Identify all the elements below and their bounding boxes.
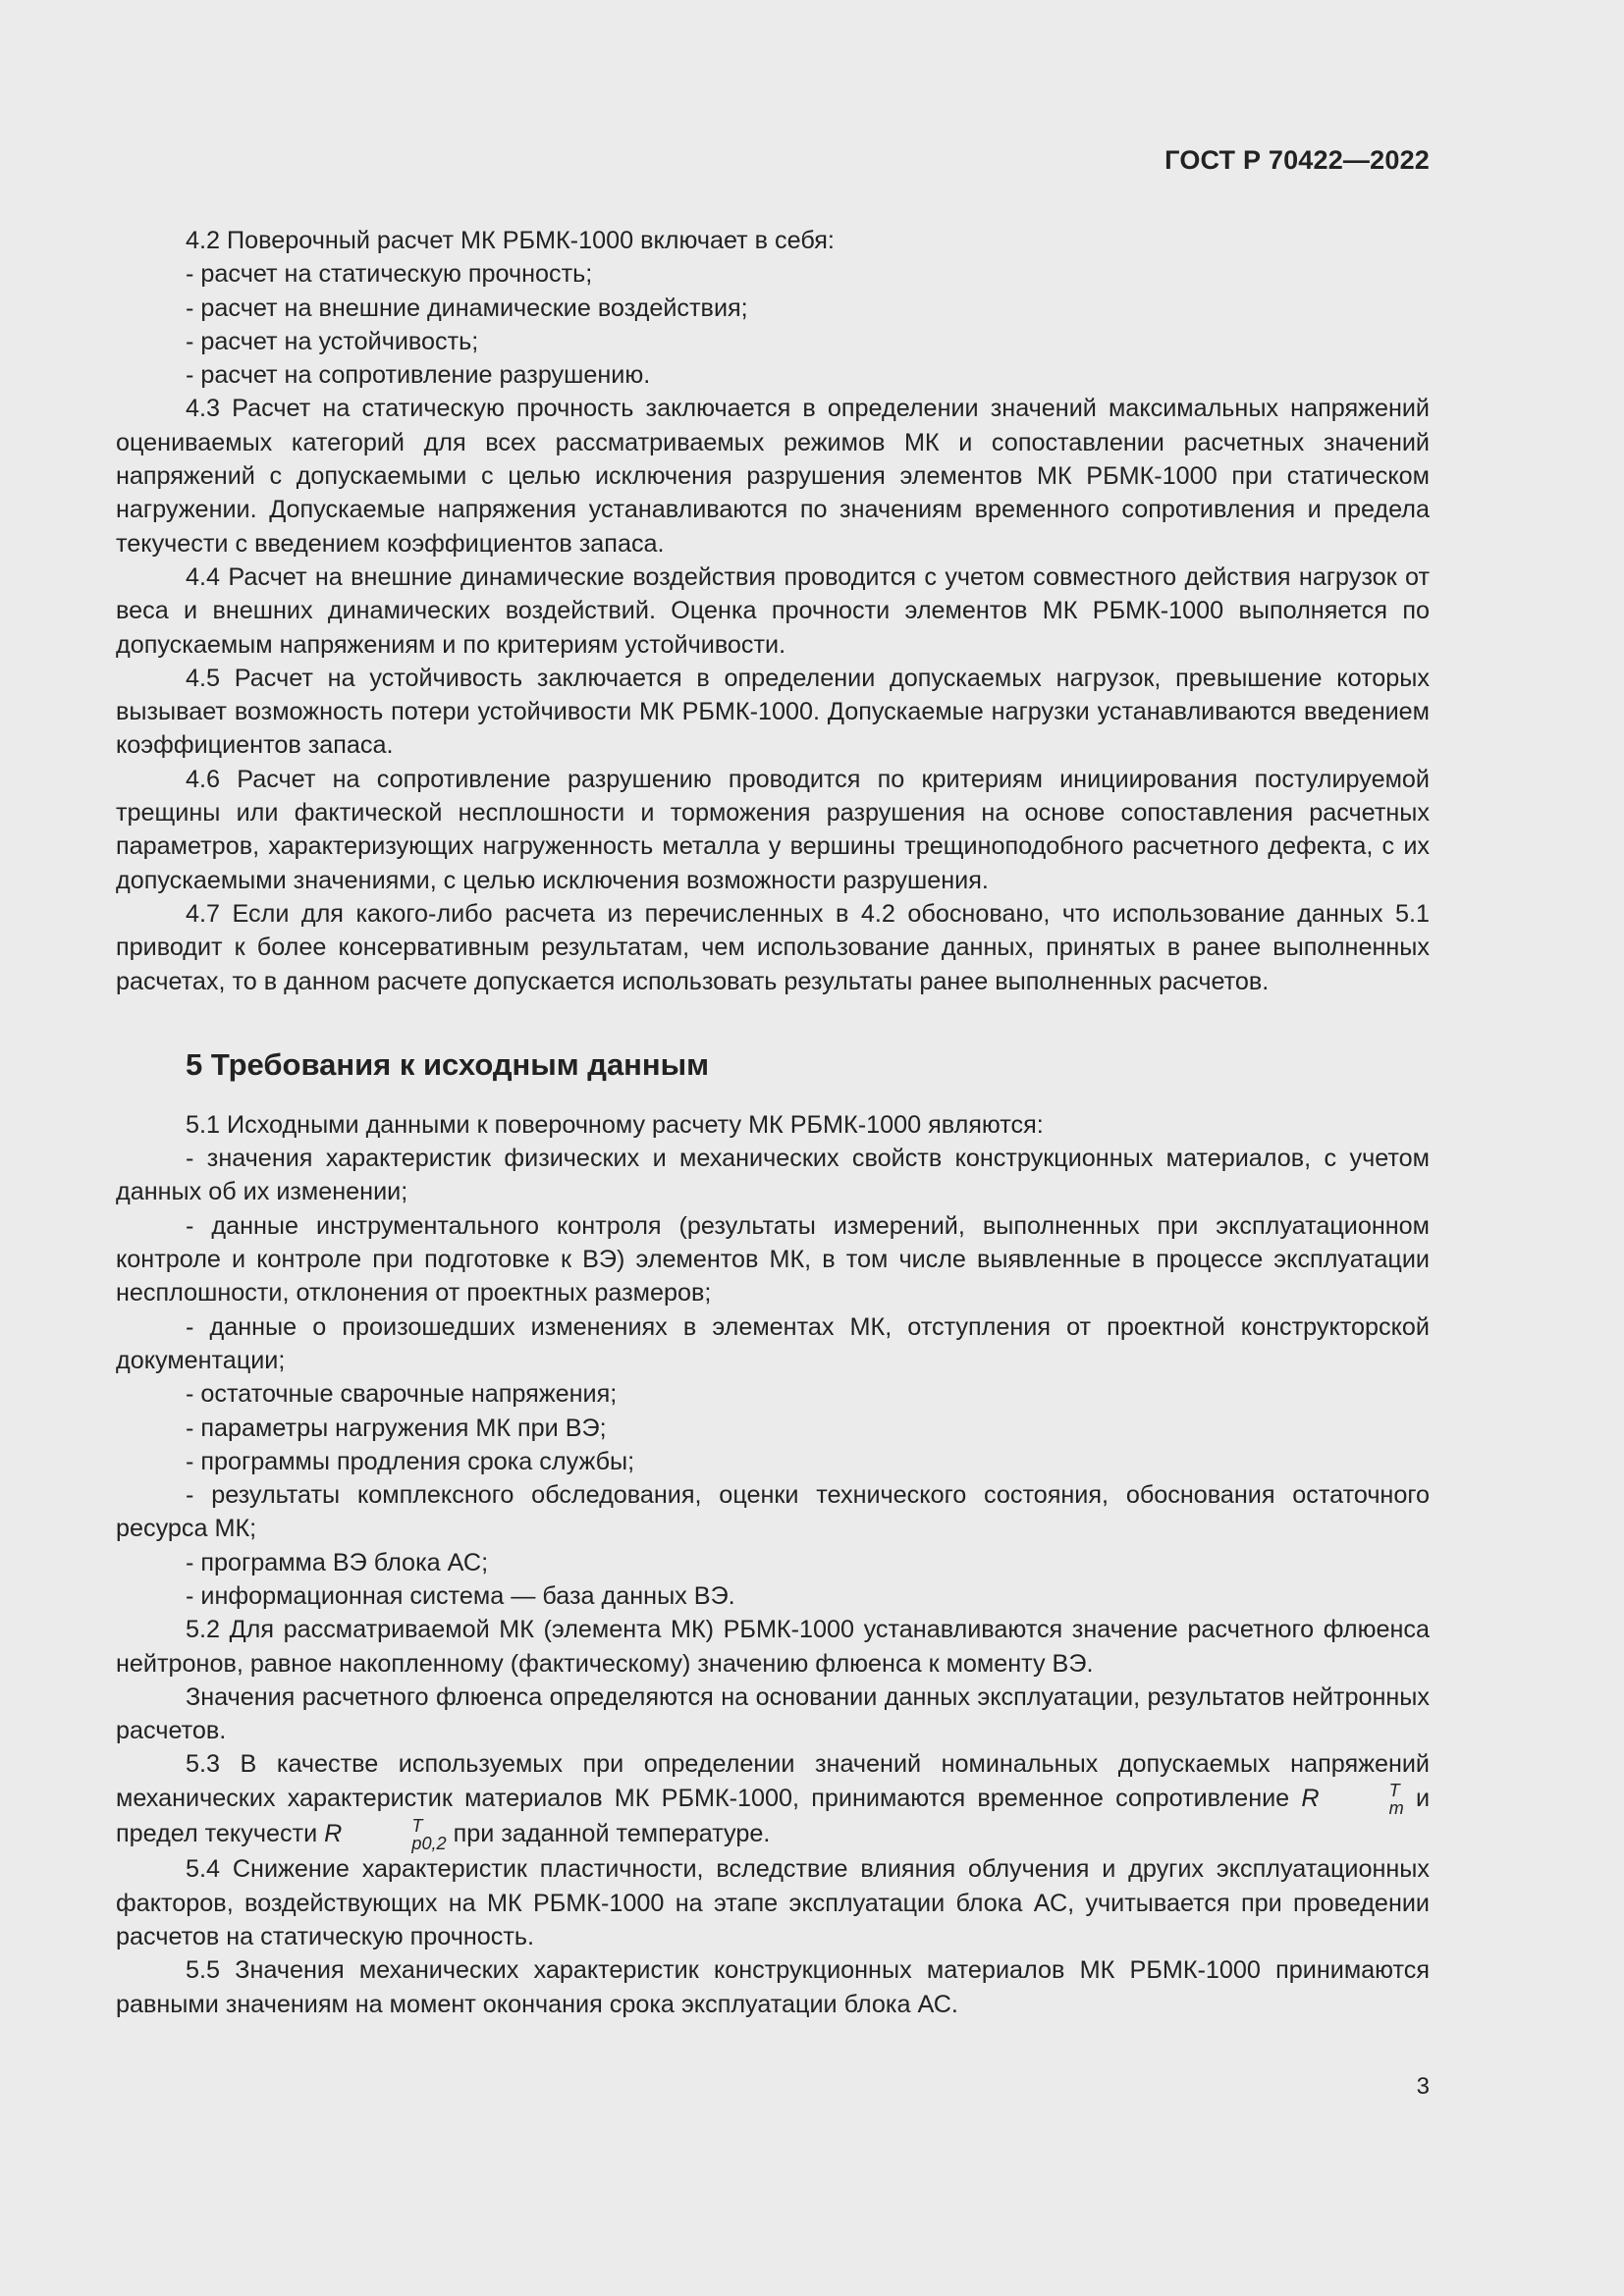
list-item: - расчет на статическую прочность; (186, 260, 593, 289)
symbol-base: R (1301, 1784, 1320, 1812)
list-item: - данные о произошедших изменениях в элементах МК, отступления от проектной конструкторской документации; (116, 1312, 1430, 1374)
paragraph-4-4: 4.4 Расчет на внешние динамические воздействия проводится с учетом совместного действия нагрузок от веса и внешних динамических воздействий. Оценка прочности элементов МК РБМК-1000 выполняется по допускаемым напряжениям и по критериям устойчивости. (116, 562, 1430, 659)
paragraph-5-1: 5.1 Исходными данными к поверочному расчету МК РБМК-1000 являются: (186, 1110, 1044, 1139)
paragraph-5-3-text-2: и предел текучести (116, 1784, 1431, 1848)
symbol-base: R (324, 1820, 343, 1848)
tensile-strength-symbol (1301, 1780, 1404, 1818)
paragraph-4-2: 4.2 Поверочный расчет МК РБМК-1000 включает в себя: (186, 227, 835, 254)
symbol-subscript: m (1388, 1797, 1404, 1818)
list-item: - расчет на сопротивление разрушению. (186, 361, 651, 390)
list-item: - программы продления срока службы; (186, 1447, 635, 1475)
paragraph-5-5: 5.5 Значения механических характеристик конструкционных материалов МК РБМК-1000 принимаются равными значениям на момент окончания срока эксплуатации блока АС. (116, 1956, 1430, 2018)
paragraph-4-6: 4.6 Расчет на сопротивление разрушению проводится по критериям инициирования постулируемой трещины или фактической несплошности и торможения разрушения на основе сопоставления расчетных параметров, характеризующих нагруженность металла у вершины трещиноподобного расчетного дефекта, с их допускаемыми значениями, с целью исключения возможности разрушения. (116, 765, 1430, 894)
paragraph-5-2: 5.2 Для рассматриваемой МК (элемента МК) РБМК-1000 устанавливаются значение расчетного флюенса нейтронов, равное накопленному (фактическому) значению флюенса к моменту ВЭ. (116, 1616, 1430, 1678)
symbol-subscript: p0,2 (411, 1834, 447, 1854)
list-item: - информационная система — база данных ВЭ. (186, 1581, 735, 1610)
paragraph-5-4: 5.4 Снижение характеристик пластичности, вследствие влияния облучения и других эксплуатационных факторов, воздействующих на МК РБМК-1000 на этапе эксплуатации блока АС, учитывается при проведении расчетов на статическую прочность. (116, 1855, 1430, 1950)
page-number: 3 (1416, 2073, 1430, 2100)
list-item: - параметры нагружения МК при ВЭ; (186, 1414, 607, 1442)
list-item: - программа ВЭ блока АС; (186, 1548, 489, 1576)
list-item: - расчет на внешние динамические воздействия; (186, 294, 748, 322)
paragraph-5-2-continued: Значения расчетного флюенса определяются на основании данных эксплуатации, результатов нейтронных расчетов. (116, 1682, 1430, 1745)
paragraph-4-5: 4.5 Расчет на устойчивость заключается в определении допускаемых нагрузок, превышение которых вызывает возможность потери устойчивости МК РБМК-1000. Допускаемые нагрузки устанавливаются введением коэффициентов запаса. (116, 664, 1430, 760)
document-body (116, 224, 1430, 2021)
list-item: - остаточные сварочные напряжения; (186, 1380, 618, 1409)
paragraph-4-7: 4.7 Если для какого-либо расчета из перечисленных в 4.2 обосновано, что использование данных 5.1 приводит к более консервативным результатам, чем использование данных, принятых в ранее выполненных расчетах, то в данном расчете допускается использовать результаты ранее выполненных расчетов. (116, 899, 1430, 995)
section-heading: 5 Требования к исходным данным (186, 1046, 710, 1082)
list-item: - значения характеристик физических и механических свойств конструкционных материалов, с учетом данных об их изменении; (116, 1145, 1430, 1206)
symbol-superscript: T (1388, 1780, 1400, 1800)
paragraph-5-3-text-3: при заданной температуре. (453, 1820, 771, 1848)
paragraph-5-3-text-1: 5.3 В качестве используемых при определении значений номинальных допускаемых напряжений механических характеристик материалов МК РБМК-1000, принимаются временное сопротивление (116, 1750, 1430, 1812)
paragraph-4-3: 4.3 Расчет на статическую прочность заключается в определении значений максимальных напряжений оцениваемых категорий для всех рассматриваемых режимов МК и сопоставлении расчетных значений напряжений с допускаемыми с целью исключения разрушения элементов МК РБМК-1000 при статическом нагружении. Допускаемые напряжения устанавливаются по значениям временного сопротивления и предела текучести с введением коэффициентов запаса. (116, 395, 1430, 558)
list-item: - данные инструментального контроля (результаты измерений, выполненных при эксплуатационном контроле и контроле при подготовке к ВЭ) элементов МК, в том числе выявленные в процессе эксплуатации несплошности, отклонения от проектных размеров; (116, 1211, 1430, 1308)
list-item: - результаты комплексного обследования, оценки технического состояния, обоснования остаточного ресурса МК; (116, 1481, 1430, 1543)
paragraph-5-3 (116, 1747, 1430, 1852)
symbol-superscript: T (411, 1816, 423, 1837)
document-id: ГОСТ Р 70422—2022 (1164, 145, 1430, 175)
list-item: - расчет на устойчивость; (186, 327, 479, 355)
yield-strength-symbol (324, 1816, 447, 1854)
